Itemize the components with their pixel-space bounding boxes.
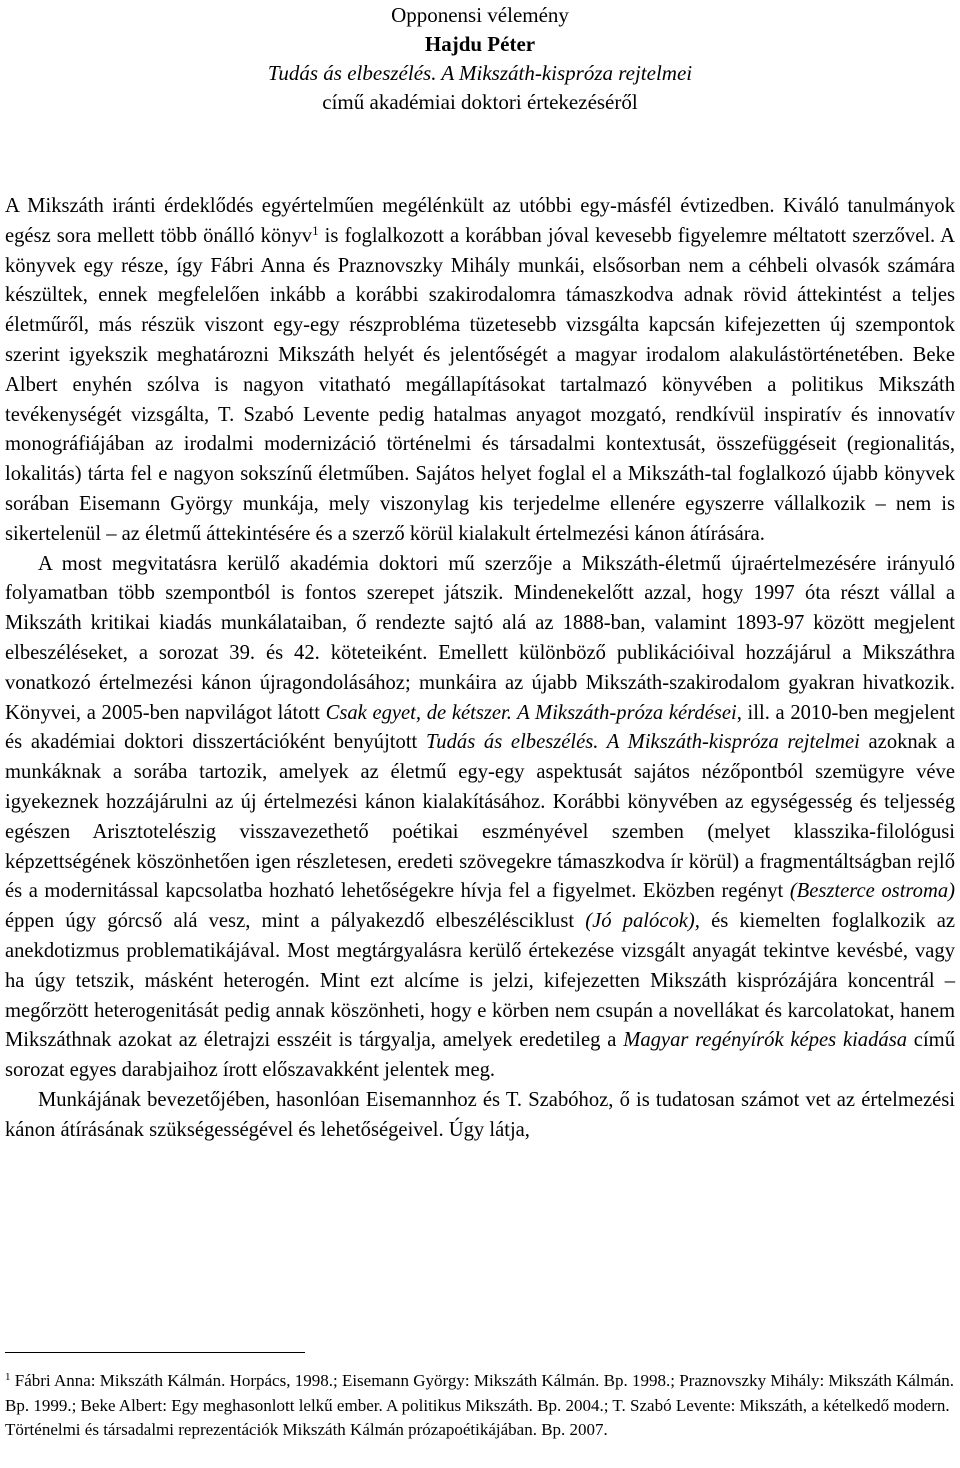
footnote-text: Fábri Anna: Mikszáth Kálmán. Horpács, 1998.; Eisemann György: Mikszáth Kálmán. Bp. 1998.; Praznovszky Mihály: Mikszáth Kálmán. Bp. 1999.; Beke Albert: Egy meghasonlott lelkű ember. A politikus Mikszáth. Bp. 2004.; T. Szabó Levente: Mikszáth, a kételkedő modern. Történelmi és társadalmi reprezentációk Mikszáth Kálmán prózapoétikájában. Bp. 2007. <box>5 1371 955 1439</box>
work-title-beszterce: (Beszterce ostroma) <box>789 880 955 903</box>
work-title-jo-palocok: (Jó palócok), <box>585 910 700 933</box>
paragraph-2-text-c: azoknak a munkáknak a sorába tartozik, amelyek az életmű egy-egy aspektusát sajátos nézőpontból szemügyre véve igyekeznek hozzájárulni az új értelmezési kánon kialakításához. Korábbi könyvében az egységesség és teljesség egészen Arisztotelészig visszavezethető poétikai eszményével szemben (melyet klasszika-filológusi képzettségének köszönhetően igen részletesen, eredeti szövegekre támaszkodva ír körül) a fragmentáltságban rejlő és a modernitással kapcsolatba hozható lehetőségekre hívja fel a figyelmet. Eközben regényt <box>5 731 955 903</box>
paragraph-2-text-f: című sorozat egyes darabjaihoz írott előszavakként jelentek meg. <box>5 1029 955 1082</box>
paragraph-2-text-a: A most megvitatásra kerülő akadémia doktori mű szerzője a Mikszáth-életmű újraértelmezésére irányuló folyamatban több szempontból is fontos szerepet játszik. Mindenekelőtt azzal, hogy 1997 óta részt vállal a Mikszáth kritikai kiadás munkálataiban, ő rendezte sajtó alá az 1888-ban, valamint 1893-97 között megjelent elbeszéléseket, a sorozat 39. és 42. köteteiként. Emellett különböző publikációival hozzájárul a Mikszáthra vonatkozó értelmezési kánon újragondolásához; munkáira az újabb Mikszáth-szakirodalom gyakran hivatkozik. Könyvei, a 2005-ben napvilágot látott <box>5 552 955 724</box>
paragraph-1-text-b: is foglalkozott a korábban jóval kevesebb figyelemre méltatott szerzővel. A könyvek egy része, így Fábri Anna és Praznovszky Mihály munkái, elsősorban nem a céhbeli olvasók számára készültek, ennek megfelelően inkább a korábbi szakirodalomra támaszkodva adnak rövid áttekintést a teljes életműről, más részük viszont egy-egy részprobléma tüzetesebb vizsgálta kapcsán kifejezetten új szempontok szerint igyekszik meghatározni Mikszáth helyét és jelentőségét a magyar irodalom alakulástörténetében. Beke Albert enyhén szólva is nagyon vitatható megállapításokat tartalmazó könyvében a politikus Mikszáth tevékenységét vizsgálta, T. Szabó Levente pedig hatalmas anyagot mozgató, rendkívül inspiratív és innovatív monográfiájában az irodalmi modernizáció történelmi és társadalmi kontextusát, összefüggéseit (regionalitás, lokalitás) tárta fel e nagyon sokszínű életműben. Sajátos helyet foglal el a Mikszáth-tal foglalkozó újabb könyvek sorában Eisemann György munkája, mely viszonylag kis terjedelme ellenére egyszerre vállalkozik – nem is sikertelenül – az életmű áttekintésére és a szerző körül kialakult értelmezési kánon átírására. <box>5 224 956 545</box>
paragraph-1-text-a: A Mikszáth iránti érdeklődés egyértelműen megélénkült az utóbbi egy-másfél évtizedben. Kiváló tanulmányok egész sora mellett több önálló könyv <box>5 195 955 247</box>
paragraph-2-text-b: , ill. a 2010-ben megjelent és akadémiai doktori disszertációként benyújtott <box>5 701 955 754</box>
footnote <box>5 1369 955 1443</box>
body-text <box>5 192 955 1146</box>
paragraph-3 <box>5 1086 955 1146</box>
book-title-1: Csak egyet, de kétszer. A Mikszáth-próza kérdései <box>325 701 737 724</box>
paragraph-2-text-e: és kiemelten foglalkozik az anekdotizmus problematikájával. Most megtárgyalásra kerülő értekezése vizsgált anyagát tekintve kevésbé, vagy ha úgy tetszik, másként heterogén. Mint ezt alcíme is jelzi, kifejezetten Mikszáth kisprózájára koncentrál – megőrzött heterogenitását pedig annak köszönheti, hogy e körben nem csupán a novellákat és karcolatokat, hanem Mikszáthnak azokat az életrajzi esszéit is tárgyalja, amelyek eredetileg a <box>5 910 955 1052</box>
document-page <box>5 0 955 1146</box>
book-title-2: Tudás ás elbeszélés. A Mikszáth-kispróza rejtelmei <box>425 731 860 754</box>
review-label: Opponensi vélemény <box>391 3 569 27</box>
footnote-ref: 1 <box>312 222 319 238</box>
dissertation-subtitle: című akadémiai doktori értekezéséről <box>322 90 638 114</box>
paragraph-2 <box>5 550 955 1086</box>
paragraph-3-text: Munkájának bevezetőjében, hasonlóan Eisemannhoz és T. Szabóhoz, ő is tudatosan számot vet az értelmezési kánon átírásának szükségességével és lehetőségeivel. Úgy látja, <box>5 1088 955 1141</box>
paragraph-2-text-d: éppen úgy górcső alá vesz, mint a pályakezdő elbeszélésciklust <box>5 910 586 933</box>
footnote-number: 1 <box>5 1371 11 1383</box>
series-title: Magyar regényírók képes kiadása <box>623 1029 908 1052</box>
footnote-divider <box>5 1352 305 1353</box>
author-name: Hajdu Péter <box>424 32 536 56</box>
paragraph-1 <box>5 192 955 550</box>
dissertation-title: Tudás ás elbeszélés. A Mikszáth-kispróza rejtelmei <box>267 61 693 85</box>
document-header <box>5 0 955 117</box>
